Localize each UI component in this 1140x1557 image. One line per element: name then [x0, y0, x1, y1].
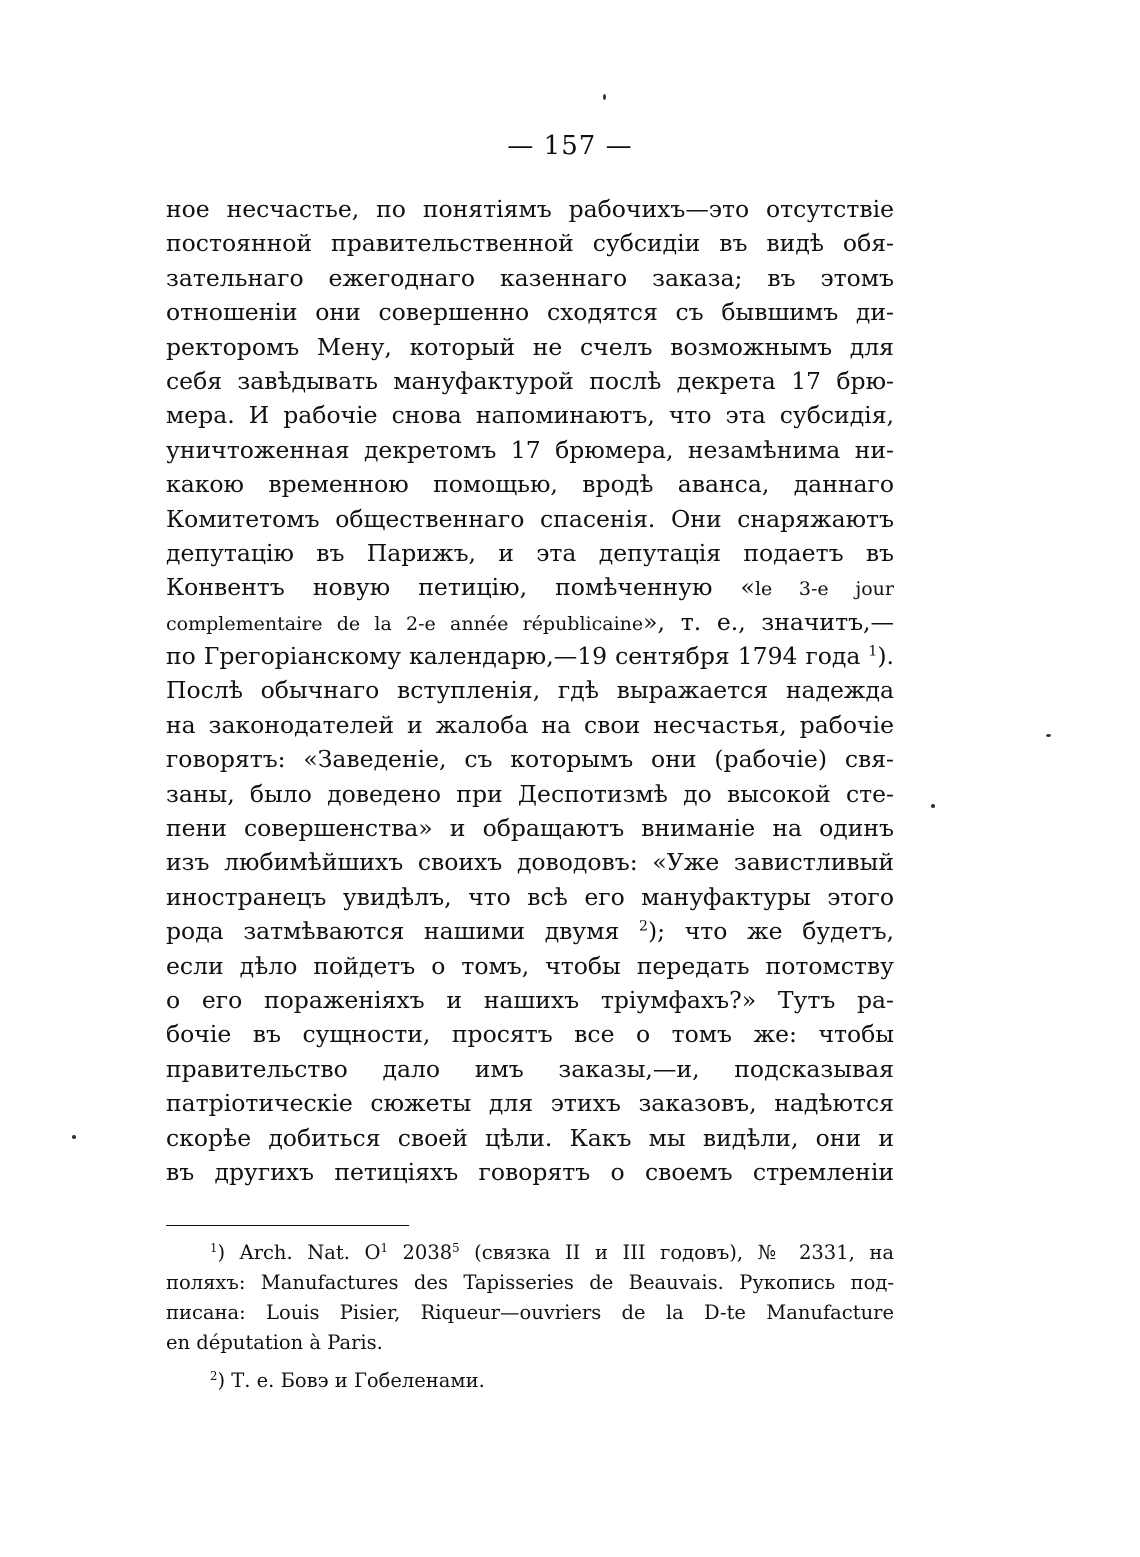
page-number: — 157 — — [507, 131, 633, 161]
scan-speck — [931, 804, 935, 808]
text-line: о его пораженіяхъ и нашихъ тріумфахъ?» Тутъ ра- — [166, 985, 894, 1014]
footnotes — [166, 1238, 894, 1396]
text-line: отношеніи они совершенно сходятся съ бывшимъ ди- — [166, 298, 894, 327]
scan-speck — [72, 1135, 76, 1139]
footnote-line: en députation à Paris. — [166, 1331, 383, 1354]
scan-speck — [603, 94, 606, 100]
text-line: мера. И рабочіе снова напоминаютъ, что эта субсидія, — [166, 401, 894, 430]
text-line: уничтоженная декретомъ 17 брюмера, незамѣнима ни- — [166, 435, 894, 464]
text-segment: ). — [877, 642, 894, 671]
text-line: какою временною помощью, вродѣ аванса, даннаго — [166, 470, 894, 499]
text-segment: ) Arch. Nat. O — [217, 1241, 381, 1264]
scan-speck — [1046, 734, 1051, 737]
text-segment: ) Т. е. Бовэ и Гобеленами. — [217, 1369, 485, 1392]
latin-quote: complementaire de la 2-e année républicaine — [166, 612, 644, 635]
footnote-2-marker: 2 — [210, 1368, 218, 1383]
text-line-latin-start — [166, 570, 894, 604]
text-segment: ); что же будетъ, — [647, 917, 894, 946]
text-line: иностранецъ увидѣлъ, что всѣ его мануфактуры этого — [166, 882, 894, 911]
text-line: изъ любимѣйшихъ своихъ доводовъ: «Уже завистливый — [166, 848, 894, 877]
footnote-line: писана: Louis Pisier, Riqueur—ouvriers de la D-te Manufacture — [166, 1301, 894, 1324]
footnote-line: поляхъ: Manufactures des Tapisseries de Beauvais. Рукопись под- — [166, 1271, 894, 1294]
text-line: если дѣло пойдетъ о томъ, чтобы передать потомству — [166, 951, 894, 980]
footnote-2 — [166, 1366, 894, 1396]
footnote-divider — [166, 1225, 409, 1226]
footnote-ref-2[interactable]: 2 — [639, 918, 648, 935]
text-line: патріотическіе сюжеты для этихъ заказовъ, надѣются — [166, 1089, 894, 1118]
text-segment: Конвентъ новую петицію, помѣченную « — [166, 573, 755, 602]
footnote-ref-1[interactable]: 1 — [868, 643, 878, 660]
text-line: пени совершенства» и обращаютъ вниманіе на одинъ — [166, 814, 894, 843]
text-line: на законодателей и жалоба на свои несчастья, рабочіе — [166, 710, 894, 739]
text-line: ное несчастье, по понятіямъ рабочихъ—это отсутствіе — [166, 195, 894, 223]
text-line: депутацію въ Парижъ, и эта депутація подаетъ въ — [166, 538, 894, 567]
latin-quote: le 3-e jour — [754, 578, 894, 601]
text-segment: рода затмѣваются нашими двумя — [166, 917, 620, 946]
text-segment: », т. е., значитъ,— — [643, 607, 894, 636]
text-segment: по Грегоріанскому календарю,—19 сентября 1794 года — [166, 642, 861, 671]
text-line: бочіе въ сущности, просятъ все о томъ же: чтобы — [166, 1020, 894, 1049]
text-segment: (связка II и III годовъ), № 2331, на — [459, 1241, 894, 1264]
superscript: 1 — [380, 1240, 388, 1255]
text-segment: 2038 — [387, 1241, 453, 1264]
main-text — [166, 192, 894, 1189]
text-line-with-footnote-ref — [166, 914, 894, 948]
text-line: въ другихъ петиціяхъ говорятъ о своемъ стремленіи — [166, 1157, 894, 1186]
text-line: Послѣ обычнаго вступленія, гдѣ выражается надежда — [166, 676, 894, 705]
footnote-1-first-line — [166, 1238, 894, 1268]
text-line: скорѣе добиться своей цѣли. Какъ мы видѣли, они и — [166, 1123, 894, 1152]
text-line: ректоромъ Мену, который не счелъ возможнымъ для — [166, 332, 894, 361]
text-line: Комитетомъ общественнаго спасенія. Они снаряжаютъ — [166, 504, 894, 533]
text-line: правительство дало имъ заказы,—и, подсказывая — [166, 1054, 894, 1083]
text-line-with-footnote-ref — [166, 639, 894, 673]
text-line: заны, было доведено при Деспотизмѣ до высокой сте- — [166, 779, 894, 808]
text-line: зательнаго ежегоднаго казеннаго заказа; въ этомъ — [166, 263, 894, 292]
footnote-1-marker: 1 — [210, 1240, 218, 1255]
text-line-latin-end — [166, 605, 894, 639]
text-line: постоянной правительственной субсидіи въ видѣ обя- — [166, 229, 894, 258]
text-line: говорятъ: «Заведеніе, съ которымъ они (рабочіе) свя- — [166, 745, 894, 774]
superscript: 5 — [452, 1240, 460, 1255]
text-line: себя завѣдывать мануфактурой послѣ декрета 17 брю- — [166, 366, 894, 395]
